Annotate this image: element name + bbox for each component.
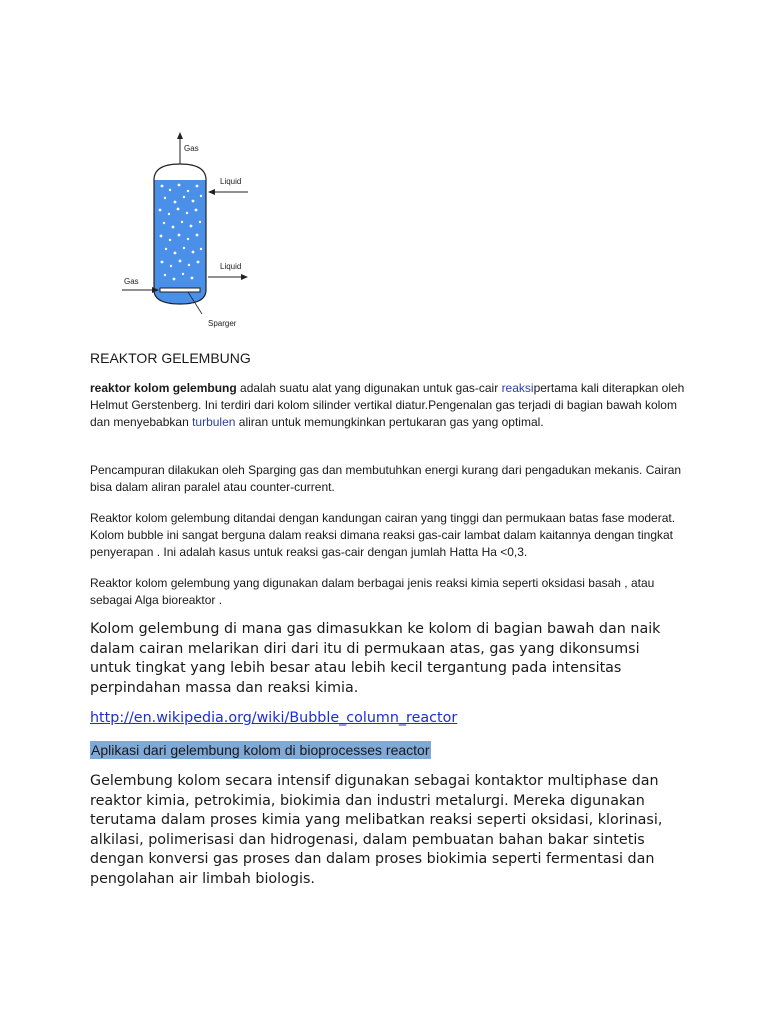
gas-outlet-arrowhead (177, 132, 183, 139)
liquid-body (154, 180, 206, 304)
section-heading: REAKTOR GELEMBUNG (90, 350, 251, 366)
term-bold: reaktor kolom gelembung (90, 381, 237, 395)
label-sparger: Sparger (208, 319, 237, 328)
sparger-plate (160, 288, 200, 292)
text-segment: aliran untuk memungkinkan pertukaran gas yang optimal. (235, 415, 544, 429)
link-turbulen[interactable]: turbulen (192, 415, 236, 429)
paragraph-applications-short: Reaktor kolom gelembung yang digunakan dalam berbagai jenis reaksi kimia seperti oksidasi basah , atau sebagai Alga bioreaktor . (90, 576, 655, 607)
column-top-cap (154, 164, 206, 180)
text-segment: pertama kali diterapkan oleh Helmut Gerstenberg. Ini terdiri dari kolom silinder vertikal diatur.Pengenalan gas terjadi di bagian bawah kolom dan menyebabkan (90, 381, 685, 429)
wikipedia-link[interactable]: http://en.wikipedia.org/wiki/Bubble_column_reactor (90, 710, 458, 726)
highlighted-subheading: Aplikasi dari gelembung kolom di bioprocesses reactor (91, 742, 430, 758)
paragraph-definition (90, 380, 690, 431)
bubble-column-diagram (118, 128, 258, 330)
text-segment: adalah suatu alat yang digunakan untuk gas-cair (236, 381, 502, 395)
label-liquid-in: Liquid (220, 177, 242, 186)
paragraph-characteristics: Reaktor kolom gelembung ditandai dengan kandungan cairan yang tinggi dan permukaan batas fase moderat. Kolom bubble ini sangat berguna dalam reaksi dimana reaksi gas-cair lambat dalam kaitannya dengan tingkat penyerapan . Ini adalah kasus untuk reaksi gas-cair dengan jumlah Hatta Ha <0,3. (90, 511, 676, 559)
reactor-svg (118, 128, 258, 330)
liquid-inlet-arrowhead (208, 189, 215, 195)
label-gas-in: Gas (124, 277, 139, 286)
paragraph-mixing: Pencampuran dilakukan oleh Sparging gas dan membutuhkan energi kurang dari pengadukan mekanis. Cairan bisa dalam aliran paralel atau counter-current. (90, 463, 682, 494)
label-liquid-out: Liquid (220, 262, 242, 271)
link-reaksi[interactable]: reaksi (501, 381, 534, 395)
paragraph-mechanism: Kolom gelembung di mana gas dimasukkan ke kolom di bagian bawah dan naik dalam cairan melarikan diri dari itu di permukaan atas, gas yang dikonsumsi untuk tingkat yang lebih besar atau lebih kecil tergantung pada intensitas perpindahan massa dan reaksi kimia. (90, 621, 661, 696)
paragraph-uses: Gelembung kolom secara intensif digunakan sebagai kontaktor multiphase dan reaktor kimia, petrokimia, biokimia dan industri metalurgi. Mereka digunakan terutama dalam proses kimia yang melibatkan reaksi seperti oksidasi, klorinasi, alkilasi, polimerisasi dan hidrogenasi, dalam pembuatan bahan bakar sintetis dengan konversi gas proses dan dalam proses biokimia seperti fermentasi dan pengolahan air limbah biologis. (90, 773, 663, 887)
label-gas-top: Gas (184, 144, 199, 153)
liquid-outlet-arrowhead (241, 274, 248, 280)
